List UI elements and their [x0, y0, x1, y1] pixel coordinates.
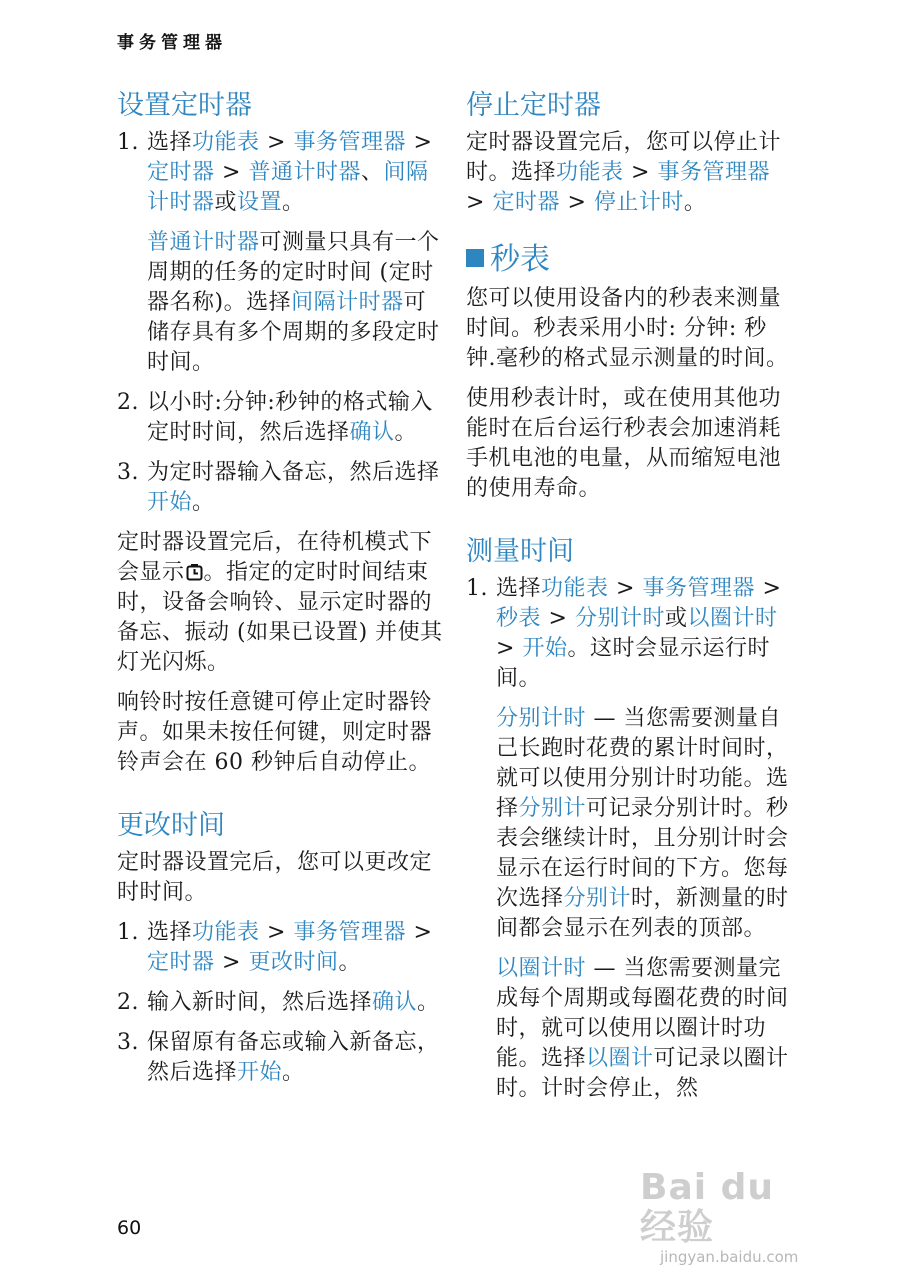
text: 。: [394, 420, 418, 445]
menu-link[interactable]: 停止计时: [593, 190, 684, 215]
menu-link[interactable]: 开始: [522, 636, 568, 661]
list-item: [466, 574, 796, 694]
text: 保留原有备忘或输入新备忘，然后选择: [147, 1030, 440, 1085]
menu-link[interactable]: 事务管理器: [642, 576, 755, 601]
separator: >: [259, 130, 294, 155]
text: 时，新测量的时间都会显示在列表的顶部。: [496, 886, 789, 941]
item-number: 3.: [117, 460, 139, 485]
text: 选择: [496, 576, 542, 601]
menu-link[interactable]: 定时器: [147, 950, 215, 975]
separator: >: [214, 160, 249, 185]
menu-link[interactable]: 以圈计时: [687, 606, 778, 631]
section-title-change-time: 更改时间: [117, 810, 225, 841]
menu-link[interactable]: 功能表: [192, 130, 260, 155]
section-title-stop-timer: 停止定时器: [466, 90, 601, 121]
text: 或: [664, 606, 688, 631]
paragraph: 响铃时按任意键可停止定时器铃声。如果未按任何键，则定时器铃声会在 60 秒钟后自动停止。: [117, 690, 433, 775]
list-item: [117, 918, 443, 978]
menu-link[interactable]: 以圈计: [586, 1046, 654, 1071]
text: 。这时会显示运行时间。: [496, 636, 770, 691]
item-number: 1.: [466, 576, 488, 601]
text: 定时器设置完后，您可以停止计时。选择: [466, 130, 782, 185]
text: 以小时:分钟:秒钟的格式输入定时时间，然后选择: [147, 390, 433, 445]
watermark-logo: Bai du 经验: [640, 1167, 775, 1248]
menu-link[interactable]: 普通计时器: [147, 230, 260, 255]
item-number: 1.: [117, 920, 139, 945]
menu-link[interactable]: 事务管理器: [293, 920, 406, 945]
timer-icon: [186, 564, 203, 581]
text: 。: [192, 490, 215, 515]
text: 。: [282, 1060, 305, 1085]
page-number: 60: [117, 1217, 142, 1239]
title-text: 秒表: [490, 242, 550, 277]
menu-link[interactable]: 间隔计时器: [291, 290, 404, 315]
text: 为定时器输入备忘，然后选择: [147, 460, 440, 485]
sub-paragraph: [466, 704, 796, 944]
separator: >: [559, 190, 594, 215]
text: 。: [683, 190, 707, 215]
separator: >: [608, 576, 643, 601]
menu-link[interactable]: 更改时间: [248, 950, 339, 975]
menu-link[interactable]: 分别计: [518, 796, 587, 821]
menu-link[interactable]: 间隔计时器: [147, 160, 429, 215]
item-number: 1.: [117, 130, 139, 155]
text: 或: [214, 190, 238, 215]
paragraph: 定时器设置完后，您可以更改定时时间。: [117, 850, 433, 905]
menu-link[interactable]: 以圈计时: [496, 956, 587, 981]
text: 。: [417, 990, 440, 1015]
separator: >: [214, 950, 249, 975]
sub-paragraph: [117, 228, 443, 378]
separator: >: [623, 160, 658, 185]
baidu-jingyan-watermark: [640, 1167, 800, 1266]
section-title-measure-time: 测量时间: [466, 536, 574, 567]
square-bullet-icon: [466, 249, 484, 267]
menu-link[interactable]: 功能表: [541, 576, 609, 601]
menu-link[interactable]: 功能表: [556, 160, 624, 185]
menu-link[interactable]: 秒表: [496, 606, 542, 631]
list-item: [117, 1028, 443, 1088]
list-item: [117, 128, 443, 218]
paragraph: [466, 128, 796, 218]
menu-link[interactable]: 分别计时: [574, 606, 665, 631]
separator: >: [466, 190, 493, 215]
text: 选择: [147, 130, 193, 155]
separator: >: [754, 576, 782, 601]
text: 可记录分别计时。秒表会继续计时，且分别计时会显示在运行时间的下方。您每次选择: [496, 796, 789, 911]
list-item: [117, 458, 443, 518]
item-number: 2.: [117, 390, 139, 415]
menu-link[interactable]: 功能表: [192, 920, 260, 945]
menu-link[interactable]: 开始: [147, 490, 193, 515]
text: 。: [282, 190, 305, 215]
menu-link[interactable]: 分别计: [563, 886, 632, 911]
section-title-stopwatch: [466, 240, 796, 280]
text: 选择: [147, 920, 193, 945]
menu-link[interactable]: 普通计时器: [248, 160, 361, 185]
paragraph: 您可以使用设备内的秒表来测量时间。秒表采用小时: 分钟: 秒钟.毫秒的格式显示测量的时间。: [466, 286, 789, 371]
left-column: [117, 88, 443, 1098]
menu-link[interactable]: 事务管理器: [657, 160, 770, 185]
menu-link[interactable]: 确认: [349, 420, 395, 445]
item-number: 3.: [117, 1030, 139, 1055]
text: — 当您需要测量完成每个周期或每圈花费的时间时，就可以使用以圈计时功能。选择: [496, 956, 789, 1071]
list-item: [117, 388, 443, 448]
text: 输入新时间，然后选择: [147, 990, 373, 1015]
paragraph: [117, 528, 443, 678]
text: 。: [338, 950, 361, 975]
menu-link[interactable]: 定时器: [147, 160, 215, 185]
separator: >: [405, 130, 433, 155]
menu-link[interactable]: 确认: [372, 990, 418, 1015]
running-head: 事务管理器: [117, 33, 227, 53]
right-column: [466, 88, 796, 1114]
menu-link[interactable]: 设置: [237, 190, 283, 215]
menu-link[interactable]: 分别计时: [496, 706, 587, 731]
separator: >: [259, 920, 294, 945]
sub-paragraph: [466, 954, 796, 1104]
list-item: [117, 988, 443, 1018]
text: 可储存具有多个周期的多段定时时间。: [147, 290, 440, 375]
section-title-set-timer: 设置定时器: [117, 90, 252, 121]
text: 、: [360, 160, 384, 185]
text: 。指定的定时时间结束时，设备会响铃、显示定时器的备忘、振动 (如果已设置) 并使其灯光闪烁。: [117, 560, 443, 675]
item-number: 2.: [117, 990, 139, 1015]
text: 定时器设置完后，在待机模式下会显示: [117, 530, 433, 585]
text: — 当您需要测量自己长跑时花费的累计时间时，就可以使用分别计时功能。选择: [496, 706, 789, 821]
separator: >: [405, 920, 433, 945]
menu-link[interactable]: 定时器: [492, 190, 560, 215]
text: 可记录以圈计时。计时会停止，然: [496, 1046, 789, 1101]
paragraph: 使用秒表计时，或在使用其他功能时在后台运行秒表会加速消耗手机电池的电量，从而缩短电池的使用寿命。: [466, 386, 782, 501]
separator: >: [496, 636, 523, 661]
text: 可测量只具有一个周期的任务的定时时间 (定时器名称)。选择: [147, 230, 440, 315]
menu-link[interactable]: 事务管理器: [293, 130, 406, 155]
watermark-url: jingyan.baidu.com: [660, 1248, 799, 1266]
menu-link[interactable]: 开始: [237, 1060, 283, 1085]
separator: >: [541, 606, 575, 631]
